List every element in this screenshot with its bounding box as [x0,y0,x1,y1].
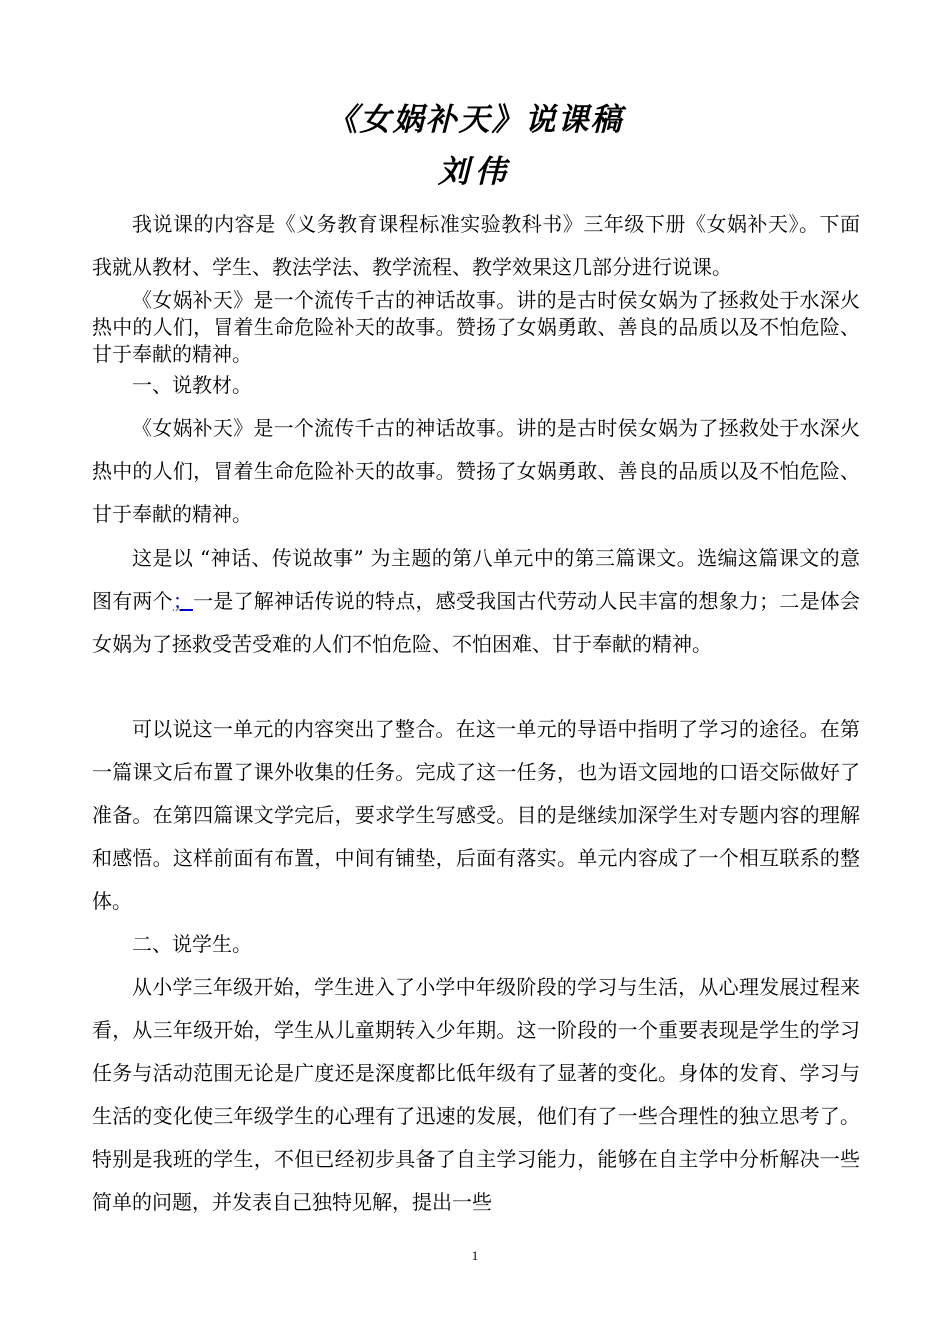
section-heading-students: 二、说学生。 [132,932,252,956]
intro-paragraph-2: 《女娲补天》是一个流传千古的神话故事。讲的是古时侯女娲为了拯救处于水深火热中的人们，冒着生命危险补天的故事。赞扬了女娲勇敢、善良的品质以及不怕危险、甘于奉献的精神。 [92,288,860,366]
author-name: 刘伟 [438,154,512,190]
textbook-paragraph-2-text-a: 这是以 “神话、传说故事” 为主题的第八单元中的第三篇课文。选编这篇课文的意图有两个 [92,546,860,613]
textbook-paragraph-1: 《女娲补天》是一个流传千古的神话故事。讲的是古时侯女娲为了拯救处于水深火热中的人们，冒着生命危险补天的故事。赞扬了女娲勇敢、善良的品质以及不怕危险、甘于奉献的精神。 [92,416,860,526]
document-title: 《女娲补天》说课稿 [326,102,624,138]
textbook-paragraph-3: 可以说这一单元的内容突出了整合。在这一单元的导语中指明了学习的途径。在第一篇课文后布置了课外收集的任务。完成了这一任务，也为语文园地的口语交际做好了准备。在第四篇课文学完后，要求学生写感受。目的是继续加深学生对专题内容的理解和感悟。这样前面有布置，中间有铺垫，后面有落实。单元内容成了一个相互联系的整体。 [92,717,860,913]
textbook-paragraph-2-text-b: 一是了解神话传说的特点，感受我国古代劳动人民丰富的想象力；二是体会女娲为了拯救受苦受难的人们不怕危险、不怕困难、甘于奉献的精神。 [92,589,861,656]
page-number: 1 [471,1248,479,1263]
section-heading-textbook: 一、说教材。 [132,373,252,397]
students-paragraph-1: 从小学三年级开始，学生进入了小学中年级阶段的学习与生活，从心理发展过程来看，从三年级开始，学生从儿童期转入少年期。这一阶段的一个重要表现是学生的学习任务与活动范围无论是广度还是深度都比低年级有了显著的变化。身体的发育、学习与生活的变化使三年级学生的心理有了迅速的发展，他们有了一些合理性的独立思考了。特别是我班的学生，不但已经初步具备了自主学习能力，能够在自主学中分析解决一些简单的问题，并发表自己独特见解，提出一些 [92,975,860,1214]
semicolon-link[interactable]: ； [172,589,193,613]
textbook-paragraph-2 [92,537,860,666]
intro-paragraph-1: 我说课的内容是《义务教育课程标准实验教科书》三年级下册《女娲补天》。下面我就从教材、学生、教法学法、教学流程、教学效果这几部分进行说课。 [92,212,860,279]
